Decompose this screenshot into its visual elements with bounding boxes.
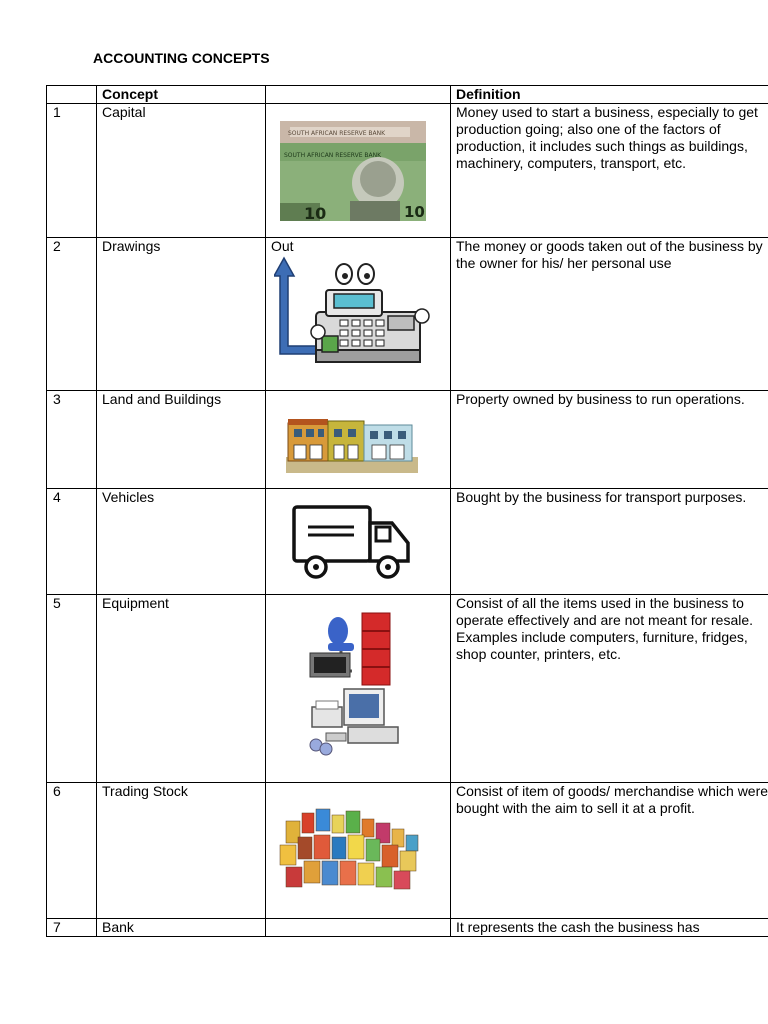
row-definition: It represents the cash the business has bbox=[451, 919, 768, 937]
row-definition: Consist of item of goods/ merchandise which were bought with the aim to sell it at a profit. bbox=[451, 783, 768, 919]
truck-icon bbox=[292, 505, 414, 581]
row-image-cell bbox=[266, 595, 451, 783]
table-header-row bbox=[47, 86, 768, 104]
row-definition: The money or goods taken out of the business by the owner for his/ her personal use bbox=[451, 238, 768, 391]
row-number: 6 bbox=[47, 783, 97, 919]
row-image-cell bbox=[266, 489, 451, 595]
cash-register-image bbox=[274, 254, 434, 374]
row-definition: Bought by the business for transport purposes. bbox=[451, 489, 768, 595]
table-row bbox=[47, 238, 768, 391]
table-row bbox=[47, 391, 768, 489]
row-definition: Property owned by business to run operations. bbox=[451, 391, 768, 489]
table-row bbox=[47, 783, 768, 919]
row-concept: Equipment bbox=[97, 595, 266, 783]
document-title: ACCOUNTING CONCEPTS bbox=[93, 50, 270, 66]
concepts-table bbox=[46, 85, 768, 937]
header-number bbox=[47, 86, 97, 104]
row-concept: Bank bbox=[97, 919, 266, 937]
row-concept: Capital bbox=[97, 104, 266, 238]
row-image-cell bbox=[266, 783, 451, 919]
row-number: 3 bbox=[47, 391, 97, 489]
row-concept: Drawings bbox=[97, 238, 266, 391]
drawings-out-label: Out bbox=[271, 238, 294, 254]
banknote-image bbox=[280, 121, 426, 221]
header-definition: Definition bbox=[451, 86, 768, 104]
row-image-cell bbox=[266, 391, 451, 489]
banknote-denomination: 10 bbox=[304, 204, 327, 221]
row-image-cell bbox=[266, 238, 451, 391]
row-number: 2 bbox=[47, 238, 97, 391]
office-equipment-image bbox=[304, 609, 404, 769]
merchandise-pile-image bbox=[276, 801, 430, 897]
header-concept: Concept bbox=[97, 86, 266, 104]
banknote-text-mid: SOUTH AFRICAN RESERVE BANK bbox=[284, 152, 382, 159]
table-row bbox=[47, 104, 768, 238]
table-row bbox=[47, 595, 768, 783]
buildings-image bbox=[286, 407, 418, 473]
table-row bbox=[47, 919, 768, 937]
row-number: 5 bbox=[47, 595, 97, 783]
row-image-cell bbox=[266, 919, 451, 937]
row-concept: Land and Buildings bbox=[97, 391, 266, 489]
row-definition: Money used to start a business, especially to get production going; also one of the factors of production, it includes such things as buildings, machinery, computers, transport, etc. bbox=[451, 104, 768, 238]
row-concept: Vehicles bbox=[97, 489, 266, 595]
row-number: 7 bbox=[47, 919, 97, 937]
table-row bbox=[47, 489, 768, 595]
row-number: 1 bbox=[47, 104, 97, 238]
row-definition: Consist of all the items used in the business to operate effectively and are not meant for resale. Examples include computers, furniture, fridges, shop counter, printers, etc. bbox=[451, 595, 768, 783]
row-concept: Trading Stock bbox=[97, 783, 266, 919]
banknote-text-top: SOUTH AFRICAN RESERVE BANK bbox=[288, 130, 386, 137]
banknote-denomination-right: 10 bbox=[404, 203, 425, 221]
row-image-cell bbox=[266, 104, 451, 238]
header-image bbox=[266, 86, 451, 104]
row-number: 4 bbox=[47, 489, 97, 595]
